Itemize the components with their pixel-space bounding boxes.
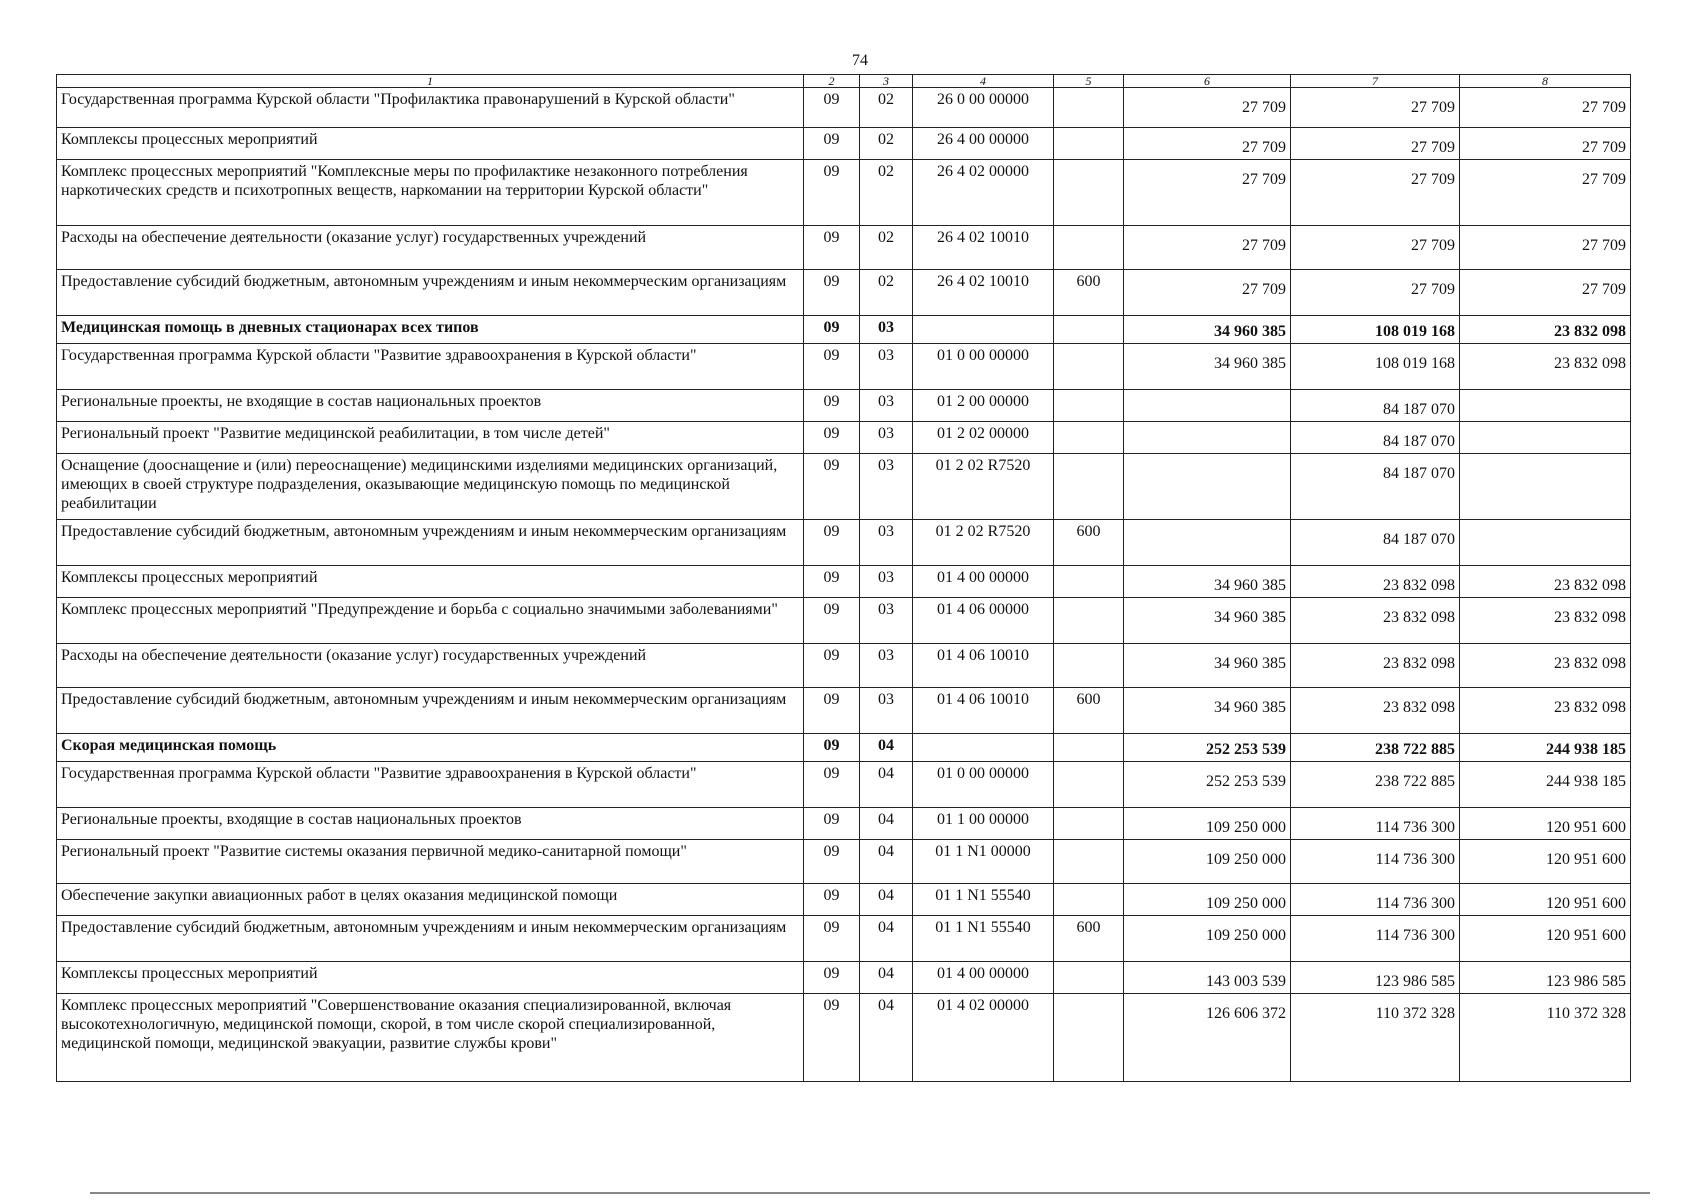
target-article-code [913, 734, 1054, 762]
amount-col-6: 27 709 [1124, 270, 1291, 316]
amount-col-7: 114 736 300 [1291, 916, 1460, 962]
table-row [57, 520, 1631, 566]
row-name: Комплекс процессных мероприятий "Предупреждение и борьба с социально значимыми заболеваниями" [57, 598, 804, 644]
subsection-code: 04 [860, 808, 913, 840]
amount-col-8 [1460, 390, 1631, 422]
section-code: 09 [804, 226, 860, 270]
target-article-code: 26 4 02 10010 [913, 226, 1054, 270]
table-row [57, 688, 1631, 734]
expense-type-code [1054, 598, 1124, 644]
row-name: Комплексы процессных мероприятий [57, 566, 804, 598]
expense-type-code [1054, 226, 1124, 270]
amount-col-8: 27 709 [1460, 226, 1631, 270]
amount-col-7: 84 187 070 [1291, 390, 1460, 422]
amount-col-7: 27 709 [1291, 88, 1460, 128]
amount-col-8 [1460, 422, 1631, 454]
row-name: Региональный проект "Развитие медицинской реабилитации, в том числе детей" [57, 422, 804, 454]
table-row [57, 390, 1631, 422]
target-article-code: 01 4 00 00000 [913, 962, 1054, 994]
table-row [57, 762, 1631, 808]
target-article-code: 01 4 06 00000 [913, 598, 1054, 644]
subsection-code: 03 [860, 520, 913, 566]
amount-col-6: 34 960 385 [1124, 316, 1291, 344]
subsection-code: 02 [860, 226, 913, 270]
amount-col-8: 23 832 098 [1460, 688, 1631, 734]
target-article-code [913, 316, 1054, 344]
section-code: 09 [804, 454, 860, 520]
target-article-code: 01 1 N1 00000 [913, 840, 1054, 884]
amount-col-6: 34 960 385 [1124, 566, 1291, 598]
subsection-code: 03 [860, 688, 913, 734]
subsection-code: 03 [860, 344, 913, 390]
expense-type-code [1054, 422, 1124, 454]
amount-col-8: 23 832 098 [1460, 566, 1631, 598]
table-row [57, 344, 1631, 390]
subsection-code: 04 [860, 734, 913, 762]
section-code: 09 [804, 520, 860, 566]
amount-col-7: 114 736 300 [1291, 840, 1460, 884]
subsection-code: 03 [860, 598, 913, 644]
section-code: 09 [804, 762, 860, 808]
amount-col-6: 34 960 385 [1124, 688, 1291, 734]
column-header: 6 [1124, 75, 1291, 88]
expense-type-code [1054, 88, 1124, 128]
subsection-code: 03 [860, 316, 913, 344]
amount-col-8: 120 951 600 [1460, 840, 1631, 884]
page-number: 74 [852, 52, 868, 69]
row-name: Скорая медицинская помощь [57, 734, 804, 762]
amount-col-7: 84 187 070 [1291, 454, 1460, 520]
amount-col-6: 126 606 372 [1124, 994, 1291, 1082]
table-body [57, 88, 1631, 1082]
amount-col-6 [1124, 422, 1291, 454]
budget-table [56, 74, 1631, 1082]
row-name: Государственная программа Курской области "Развитие здравоохранения в Курской области" [57, 762, 804, 808]
amount-col-6: 109 250 000 [1124, 916, 1291, 962]
row-name: Расходы на обеспечение деятельности (оказание услуг) государственных учреждений [57, 226, 804, 270]
amount-col-8: 27 709 [1460, 160, 1631, 226]
amount-col-7: 238 722 885 [1291, 734, 1460, 762]
amount-col-6: 27 709 [1124, 226, 1291, 270]
subsection-code: 04 [860, 884, 913, 916]
amount-col-7: 23 832 098 [1291, 598, 1460, 644]
amount-col-6: 109 250 000 [1124, 808, 1291, 840]
section-code: 09 [804, 316, 860, 344]
column-header: 4 [913, 75, 1054, 88]
amount-col-7: 108 019 168 [1291, 316, 1460, 344]
column-header: 7 [1291, 75, 1460, 88]
section-code: 09 [804, 916, 860, 962]
amount-col-8: 27 709 [1460, 128, 1631, 160]
column-header: 2 [804, 75, 860, 88]
target-article-code: 26 4 00 00000 [913, 128, 1054, 160]
row-name: Региональные проекты, входящие в состав национальных проектов [57, 808, 804, 840]
amount-col-8: 27 709 [1460, 270, 1631, 316]
target-article-code: 01 0 00 00000 [913, 762, 1054, 808]
target-article-code: 01 2 02 00000 [913, 422, 1054, 454]
expense-type-code [1054, 808, 1124, 840]
amount-col-7: 84 187 070 [1291, 520, 1460, 566]
target-article-code: 01 1 N1 55540 [913, 884, 1054, 916]
table-row [57, 994, 1631, 1082]
row-name: Предоставление субсидий бюджетным, автономным учреждениям и иным некоммерческим организациям [57, 270, 804, 316]
amount-col-7: 27 709 [1291, 128, 1460, 160]
amount-col-7: 123 986 585 [1291, 962, 1460, 994]
column-header: 1 [57, 75, 804, 88]
table-row [57, 884, 1631, 916]
row-name: Государственная программа Курской области "Развитие здравоохранения в Курской области" [57, 344, 804, 390]
expense-type-code [1054, 762, 1124, 808]
amount-col-6: 143 003 539 [1124, 962, 1291, 994]
row-name: Предоставление субсидий бюджетным, автономным учреждениям и иным некоммерческим организациям [57, 916, 804, 962]
row-name: Региональный проект "Развитие системы оказания первичной медико-санитарной помощи" [57, 840, 804, 884]
section-code: 09 [804, 566, 860, 598]
amount-col-7: 27 709 [1291, 270, 1460, 316]
section-code: 09 [804, 688, 860, 734]
row-name: Комплекс процессных мероприятий "Комплексные меры по профилактике незаконного потребления наркотических средств и психотропных веществ, наркомании на территории Курской области" [57, 160, 804, 226]
table-row [57, 454, 1631, 520]
amount-col-8: 23 832 098 [1460, 598, 1631, 644]
table-row [57, 566, 1631, 598]
amount-col-8: 123 986 585 [1460, 962, 1631, 994]
amount-col-7: 114 736 300 [1291, 884, 1460, 916]
amount-col-8: 23 832 098 [1460, 344, 1631, 390]
target-article-code: 01 4 06 10010 [913, 688, 1054, 734]
row-name: Предоставление субсидий бюджетным, автономным учреждениям и иным некоммерческим организациям [57, 520, 804, 566]
expense-type-code [1054, 390, 1124, 422]
section-code: 09 [804, 734, 860, 762]
amount-col-7: 114 736 300 [1291, 808, 1460, 840]
amount-col-6: 27 709 [1124, 128, 1291, 160]
subsection-code: 04 [860, 994, 913, 1082]
amount-col-7: 108 019 168 [1291, 344, 1460, 390]
target-article-code: 26 4 02 00000 [913, 160, 1054, 226]
section-code: 09 [804, 88, 860, 128]
section-code: 09 [804, 270, 860, 316]
expense-type-code [1054, 734, 1124, 762]
row-name: Медицинская помощь в дневных стационарах всех типов [57, 316, 804, 344]
row-name: Региональные проекты, не входящие в состав национальных проектов [57, 390, 804, 422]
table-row [57, 422, 1631, 454]
table-row [57, 840, 1631, 884]
expense-type-code [1054, 840, 1124, 884]
expense-type-code: 600 [1054, 916, 1124, 962]
table-row [57, 316, 1631, 344]
target-article-code: 01 2 02 R7520 [913, 454, 1054, 520]
target-article-code: 01 4 06 10010 [913, 644, 1054, 688]
row-name: Государственная программа Курской области "Профилактика правонарушений в Курской области" [57, 88, 804, 128]
amount-col-6 [1124, 390, 1291, 422]
expense-type-code [1054, 160, 1124, 226]
footer-rule [90, 1192, 1650, 1194]
expense-type-code [1054, 316, 1124, 344]
expense-type-code [1054, 884, 1124, 916]
amount-col-6: 27 709 [1124, 88, 1291, 128]
column-header: 5 [1054, 75, 1124, 88]
subsection-code: 02 [860, 88, 913, 128]
target-article-code: 01 4 02 00000 [913, 994, 1054, 1082]
column-number-header [57, 75, 1631, 88]
section-code: 09 [804, 884, 860, 916]
amount-col-8 [1460, 454, 1631, 520]
table-row [57, 88, 1631, 128]
amount-col-6: 252 253 539 [1124, 762, 1291, 808]
column-header: 8 [1460, 75, 1631, 88]
section-code: 09 [804, 840, 860, 884]
expense-type-code: 600 [1054, 688, 1124, 734]
column-header: 3 [860, 75, 913, 88]
amount-col-6: 109 250 000 [1124, 840, 1291, 884]
target-article-code: 26 4 02 10010 [913, 270, 1054, 316]
section-code: 09 [804, 994, 860, 1082]
expense-type-code: 600 [1054, 520, 1124, 566]
target-article-code: 01 1 N1 55540 [913, 916, 1054, 962]
amount-col-8: 120 951 600 [1460, 884, 1631, 916]
table-row [57, 270, 1631, 316]
amount-col-7: 238 722 885 [1291, 762, 1460, 808]
row-name: Комплексы процессных мероприятий [57, 128, 804, 160]
subsection-code: 04 [860, 962, 913, 994]
amount-col-7: 23 832 098 [1291, 688, 1460, 734]
row-name: Обеспечение закупки авиационных работ в целях оказания медицинской помощи [57, 884, 804, 916]
subsection-code: 04 [860, 916, 913, 962]
table-row [57, 962, 1631, 994]
expense-type-code [1054, 994, 1124, 1082]
subsection-code: 02 [860, 128, 913, 160]
target-article-code: 26 0 00 00000 [913, 88, 1054, 128]
subsection-code: 03 [860, 390, 913, 422]
amount-col-7: 23 832 098 [1291, 644, 1460, 688]
subsection-code: 03 [860, 644, 913, 688]
target-article-code: 01 2 00 00000 [913, 390, 1054, 422]
expense-type-code [1054, 644, 1124, 688]
amount-col-8: 23 832 098 [1460, 316, 1631, 344]
amount-col-6: 34 960 385 [1124, 644, 1291, 688]
row-name: Расходы на обеспечение деятельности (оказание услуг) государственных учреждений [57, 644, 804, 688]
section-code: 09 [804, 390, 860, 422]
amount-col-8: 120 951 600 [1460, 808, 1631, 840]
table-row [57, 808, 1631, 840]
amount-col-6 [1124, 520, 1291, 566]
amount-col-8: 27 709 [1460, 88, 1631, 128]
subsection-code: 04 [860, 840, 913, 884]
row-name: Комплекс процессных мероприятий "Совершенствование оказания специализированной, включая высокотехнологичную, медицинской помощи, скорой, в том числе скорой специализированной, медицинской помощи, медицинской эвакуации, развитие службы крови" [57, 994, 804, 1082]
table-row [57, 598, 1631, 644]
target-article-code: 01 1 00 00000 [913, 808, 1054, 840]
amount-col-8: 244 938 185 [1460, 734, 1631, 762]
table-row [57, 226, 1631, 270]
amount-col-8: 110 372 328 [1460, 994, 1631, 1082]
section-code: 09 [804, 128, 860, 160]
section-code: 09 [804, 344, 860, 390]
section-code: 09 [804, 422, 860, 454]
subsection-code: 02 [860, 270, 913, 316]
section-code: 09 [804, 598, 860, 644]
amount-col-7: 110 372 328 [1291, 994, 1460, 1082]
amount-col-7: 84 187 070 [1291, 422, 1460, 454]
amount-col-6: 34 960 385 [1124, 344, 1291, 390]
amount-col-6: 34 960 385 [1124, 598, 1291, 644]
subsection-code: 03 [860, 422, 913, 454]
expense-type-code [1054, 128, 1124, 160]
amount-col-6: 109 250 000 [1124, 884, 1291, 916]
amount-col-6: 27 709 [1124, 160, 1291, 226]
amount-col-8: 120 951 600 [1460, 916, 1631, 962]
amount-col-7: 27 709 [1291, 226, 1460, 270]
amount-col-8: 23 832 098 [1460, 644, 1631, 688]
table-row [57, 128, 1631, 160]
subsection-code: 02 [860, 160, 913, 226]
subsection-code: 04 [860, 762, 913, 808]
table-row [57, 916, 1631, 962]
section-code: 09 [804, 644, 860, 688]
target-article-code: 01 4 00 00000 [913, 566, 1054, 598]
row-name: Оснащение (дооснащение и (или) переоснащение) медицинскими изделиями медицинских организаций, имеющих в своей структуре подразделения, оказывающие медицинскую помощь по медицинской реабилитации [57, 454, 804, 520]
table-row [57, 644, 1631, 688]
subsection-code: 03 [860, 566, 913, 598]
section-code: 09 [804, 808, 860, 840]
row-name: Комплексы процессных мероприятий [57, 962, 804, 994]
expense-type-code: 600 [1054, 270, 1124, 316]
expense-type-code [1054, 566, 1124, 598]
target-article-code: 01 0 00 00000 [913, 344, 1054, 390]
amount-col-7: 27 709 [1291, 160, 1460, 226]
amount-col-7: 23 832 098 [1291, 566, 1460, 598]
section-code: 09 [804, 160, 860, 226]
amount-col-8: 244 938 185 [1460, 762, 1631, 808]
subsection-code: 03 [860, 454, 913, 520]
target-article-code: 01 2 02 R7520 [913, 520, 1054, 566]
table-row [57, 160, 1631, 226]
amount-col-6 [1124, 454, 1291, 520]
expense-type-code [1054, 962, 1124, 994]
amount-col-8 [1460, 520, 1631, 566]
amount-col-6: 252 253 539 [1124, 734, 1291, 762]
row-name: Предоставление субсидий бюджетным, автономным учреждениям и иным некоммерческим организациям [57, 688, 804, 734]
table-row [57, 734, 1631, 762]
expense-type-code [1054, 454, 1124, 520]
expense-type-code [1054, 344, 1124, 390]
section-code: 09 [804, 962, 860, 994]
